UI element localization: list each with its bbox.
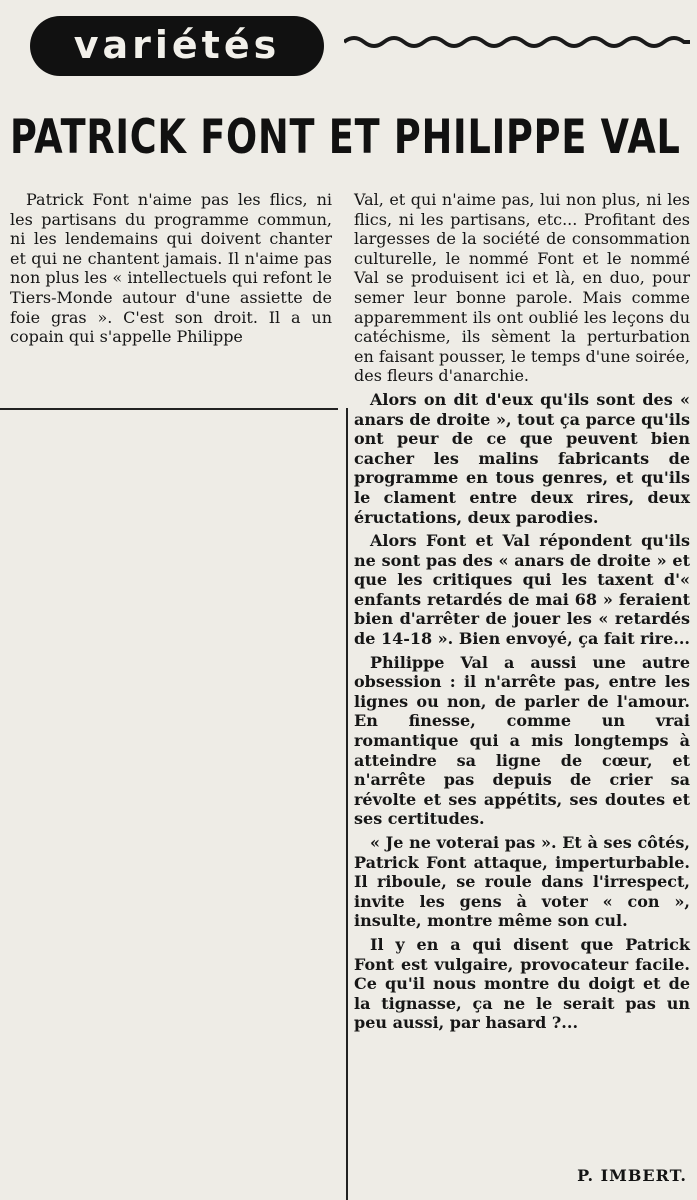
right-text-column xyxy=(354,190,690,1033)
paragraph: Philippe Val a aussi une autre obsession : il n'arrête pas, entre les lignes ou non, de parler de l'amour. En finesse, comme un vrai romantique qui a mis longtemps à atteindre sa ligne de cœur, et n'arrête pas depuis de crier sa révolte et ses appétits, ses doutes et ses certitudes. xyxy=(354,652,690,829)
author-signature: P. IMBERT. xyxy=(577,1166,687,1185)
left-text-column xyxy=(10,190,332,347)
article-headline: PATRICK FONT ET PHILIPPE VAL xyxy=(10,110,681,165)
column-divider-horizontal xyxy=(0,408,338,410)
paragraph: Val, et qui n'aime pas, lui non plus, ni les flics, ni les partisans, etc... Profitant des largesses de la société de consommation culturelle, le nommé Font et le nommé Val se produisent ici et là, en duo, pour semer leur bonne parole. Mais comme apparemment ils ont oublié les leçons du catéchisme, ils sèment la perturbation en faisant pousser, le temps d'une soirée, des fleurs d'anarchie. xyxy=(354,190,690,386)
wave-ornament xyxy=(344,30,690,52)
column-divider-vertical xyxy=(346,408,348,1200)
paragraph: Il y en a qui disent que Patrick Font est vulgaire, provocateur facile. Ce qu'il nous montre du doigt et de la tignasse, ça ne le serait pas un peu aussi, par hasard ?... xyxy=(354,934,690,1033)
paragraph: Alors on dit d'eux qu'ils sont des « anars de droite », tout ça parce qu'ils ont peur de ce que peuvent bien cacher les malins fabricants de programme en tous genres, et qu'ils le clament entre deux rires, deux éructations, deux parodies. xyxy=(354,389,690,527)
paragraph: Alors Font et Val répondent qu'ils ne sont pas des « anars de droite » et que les critiques qui les taxent d'« enfants retardés de mai 68 » feraient bien d'arrêter de jouer les « retardés de 14-18 ». Bien envoyé, ça fait rire... xyxy=(354,531,690,649)
paragraph: « Je ne voterai pas ». Et à ses côtés, Patrick Font attaque, imperturbable. Il riboule, se roule dans l'irrespect, invite les gens à voter « con », insulte, montre même son cul. xyxy=(354,833,690,931)
paragraph: Patrick Font n'aime pas les flics, ni les partisans du programme commun, ni les lendemains qui doivent chanter et qui ne chantent jamais. Il n'aime pas non plus les « intellectuels qui refont le Tiers-Monde autour d'une assiette de foie gras ». C'est son droit. Il a un copain qui s'appelle Philippe xyxy=(10,190,332,347)
section-rubric: variétés xyxy=(30,16,324,76)
